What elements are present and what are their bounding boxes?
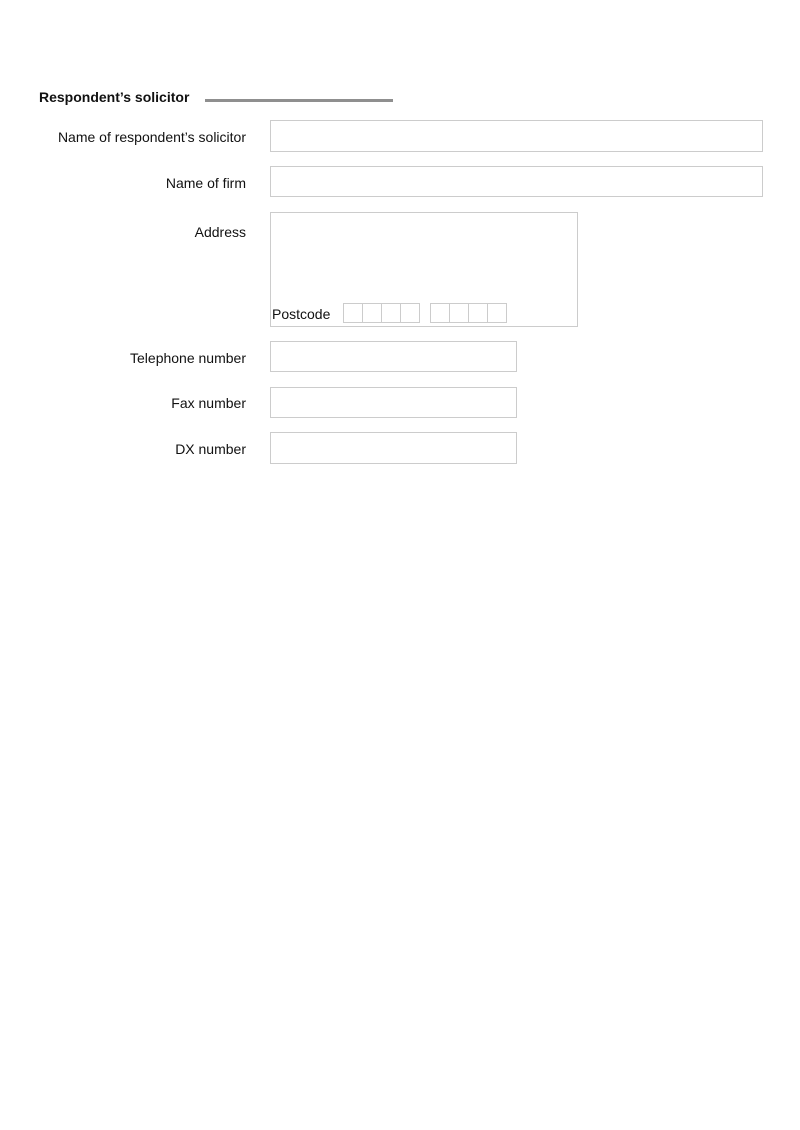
postcode-inward-group bbox=[430, 303, 507, 323]
fax-label: Fax number bbox=[171, 395, 246, 411]
section-heading: Respondent’s solicitor bbox=[39, 89, 190, 105]
postcode-cell[interactable] bbox=[363, 303, 382, 323]
postcode-cell[interactable] bbox=[488, 303, 507, 323]
telephone-label: Telephone number bbox=[130, 350, 246, 366]
fax-field[interactable] bbox=[270, 387, 517, 418]
firm-name-label: Name of firm bbox=[165, 175, 246, 191]
address-label: Address bbox=[194, 224, 246, 240]
solicitor-name-label: Name of respondent’s solicitor bbox=[57, 129, 246, 145]
postcode-cell[interactable] bbox=[382, 303, 401, 323]
heading-rule bbox=[205, 99, 393, 102]
dx-field[interactable] bbox=[270, 432, 517, 464]
postcode-label: Postcode bbox=[272, 306, 331, 322]
postcode-cell[interactable] bbox=[450, 303, 469, 323]
postcode-cell[interactable] bbox=[431, 303, 450, 323]
postcode-cell[interactable] bbox=[401, 303, 420, 323]
telephone-field[interactable] bbox=[270, 341, 517, 372]
solicitor-name-field[interactable] bbox=[270, 120, 763, 152]
postcode-outward-group bbox=[343, 303, 420, 323]
postcode-cell[interactable] bbox=[469, 303, 488, 323]
dx-label: DX number bbox=[175, 441, 246, 457]
postcode-cell[interactable] bbox=[344, 303, 363, 323]
firm-name-field[interactable] bbox=[270, 166, 763, 197]
